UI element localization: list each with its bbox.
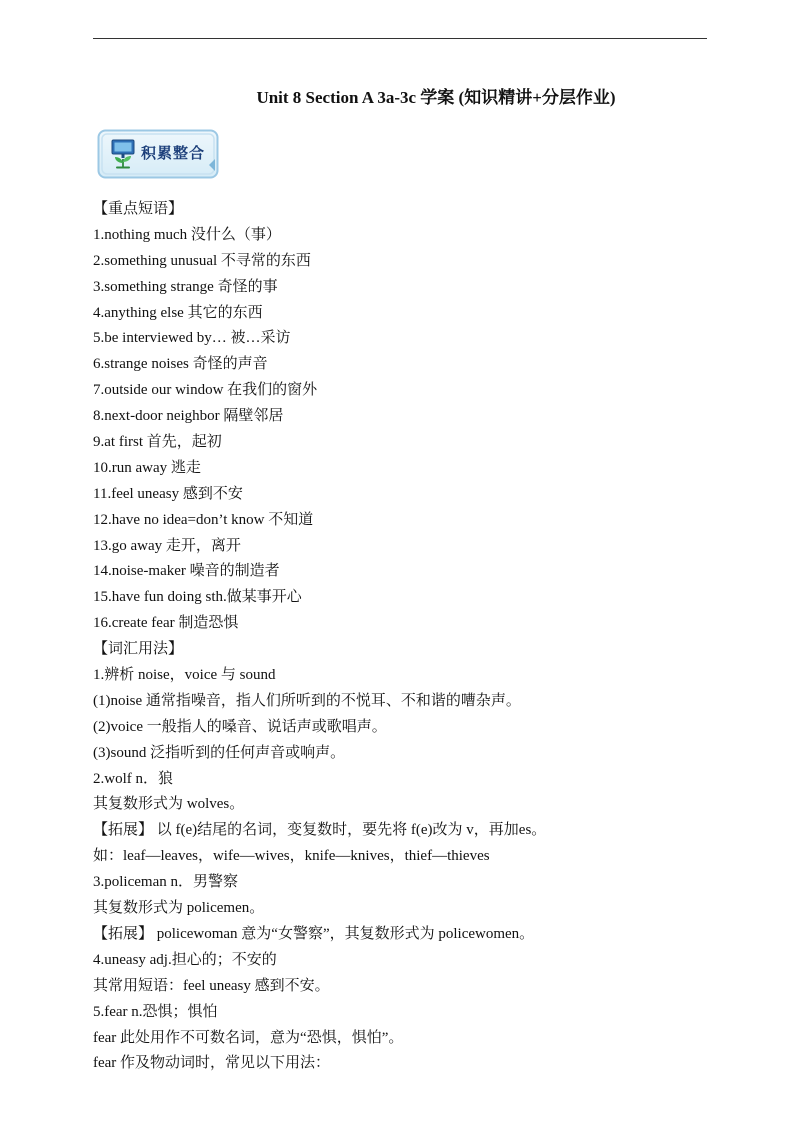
phrase-item: 15.have fun doing sth.做某事开心	[93, 589, 302, 606]
phrase-item: 3.something strange 奇怪的事	[93, 278, 278, 295]
usage-line: 其复数形式为 wolves。	[93, 796, 245, 813]
phrase-item: 10.run away 逃走	[93, 459, 201, 476]
usage-line: (2)voice 一般指人的嗓音、说话声或歌唱声。	[93, 718, 387, 735]
phrase-item: 7.outside our window 在我们的窗外	[93, 382, 318, 399]
usage-line: 2.wolf n．狼	[93, 770, 173, 787]
usage-line: 如：leaf—leaves，wife—wives，knife—knives，thief—thieves	[93, 848, 490, 865]
usage-line: 其复数形式为 policemen。	[93, 900, 265, 917]
usage-line: fear 此处用作不可数名词，意为“恐惧，惧怕”。	[93, 1029, 404, 1046]
section-heading-vocabulary-usage: 【词汇用法】	[93, 641, 184, 658]
phrase-item: 8.next-door neighbor 隔壁邻居	[93, 408, 284, 425]
phrase-item: 13.go away 走开，离开	[93, 537, 241, 554]
phrase-item: 11.feel uneasy 感到不安	[93, 485, 243, 502]
document-title: Unit 8 Section A 3a-3c 学案 (知识精讲+分层作业)	[256, 88, 616, 107]
phrase-item: 9.at first 首先，起初	[93, 434, 222, 451]
section-badge	[97, 129, 219, 179]
phrase-item: 16.create fear 制造恐惧	[93, 615, 239, 632]
section-heading-key-phrases: 【重点短语】	[93, 201, 184, 217]
usage-line: 5.fear n.恐惧；惧怕	[93, 1003, 218, 1020]
phrase-item: 1.nothing much 没什么（事）	[93, 226, 281, 243]
phrase-item: 12.have no idea=don’t know 不知道	[93, 511, 314, 528]
usage-line: (3)sound 泛指听到的任何声音或响声。	[93, 744, 346, 761]
usage-line: 3.policeman n．男警察	[93, 874, 238, 891]
header-rule	[93, 38, 707, 39]
monitor-plant-icon	[110, 139, 136, 169]
usage-line: 【拓展】 以 f(e)结尾的名词，变复数时，要先将 f(e)改为 v，再加es。	[93, 822, 547, 839]
phrase-item: 4.anything else 其它的东西	[93, 304, 263, 321]
phrase-item: 2.something unusual 不寻常的东西	[93, 252, 311, 269]
usage-line: 【拓展】 policewoman 意为“女警察”，其复数形式为 policewomen。	[93, 925, 535, 942]
usage-line: (1)noise 通常指噪音，指人们所听到的不悦耳、不和谐的嘈杂声。	[93, 692, 521, 709]
phrase-item: 6.strange noises 奇怪的声音	[93, 356, 268, 373]
phrase-item: 14.noise-maker 噪音的制造者	[93, 563, 280, 580]
usage-line: 其常用短语：feel uneasy 感到不安。	[93, 977, 330, 994]
usage-line: 1.辨析 noise，voice 与 sound	[93, 667, 276, 684]
usage-line: 4.uneasy adj.担心的；不安的	[93, 951, 277, 968]
badge-label: 积累整合	[141, 146, 206, 162]
usage-line: fear 作及物动词时，常见以下用法：	[93, 1055, 331, 1072]
document-body	[93, 197, 713, 1077]
phrase-item: 5.be interviewed by… 被…采访	[93, 330, 291, 347]
